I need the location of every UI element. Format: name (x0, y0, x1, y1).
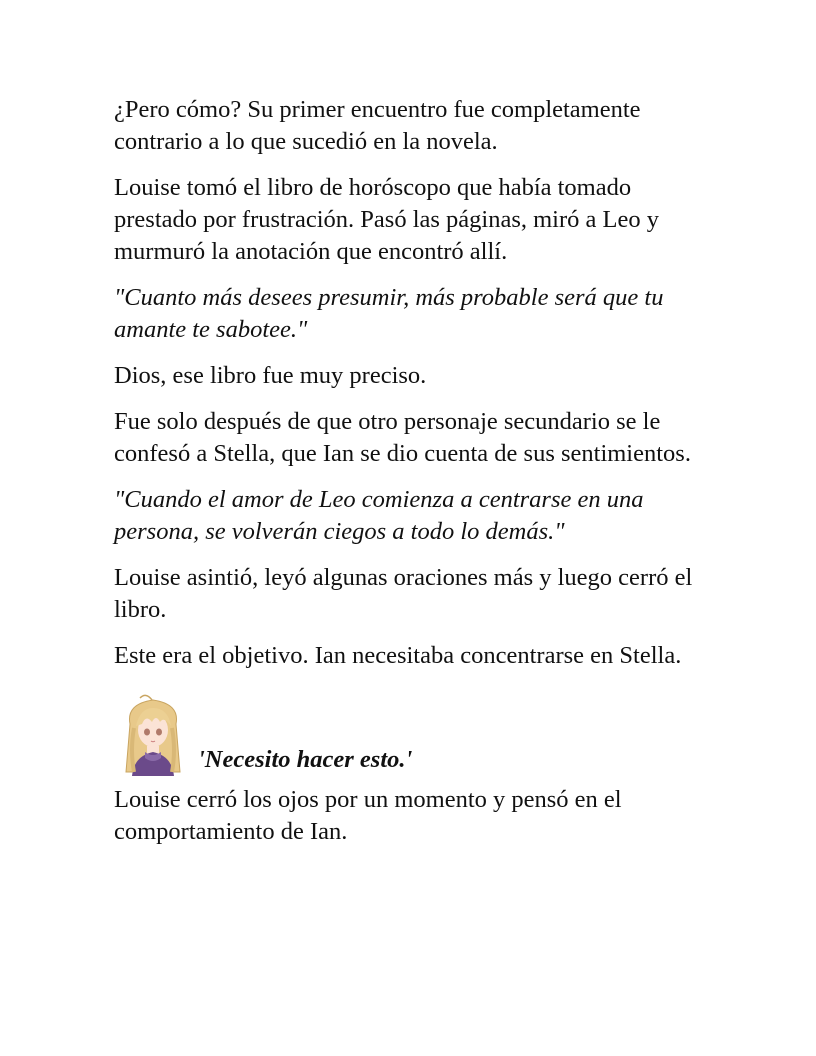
document-page (114, 94, 714, 862)
character-portrait-icon (116, 694, 190, 776)
paragraph-2: Louise tomó el libro de horóscopo que había tomado prestado por frustración. Pasó las páginas, miró a Leo y murmuró la anotación que encontró allí. (114, 174, 659, 265)
thought-line (114, 694, 714, 776)
horoscope-quote-2: "Cuando el amor de Leo comienza a centrarse en una persona, se volverán ciegos a todo lo demás." (114, 486, 644, 545)
horoscope-quote-1: "Cuanto más desees presumir, más probable será que tu amante te sabotee." (114, 284, 664, 343)
paragraph-4: Fue solo después de que otro personaje secundario se le confesó a Stella, que Ian se dio cuenta de sus sentimientos. (114, 408, 691, 467)
paragraph-6: Este era el objetivo. Ian necesitaba concentrarse en Stella. (114, 642, 682, 669)
inner-thought-text: 'Necesito hacer esto.' (198, 746, 413, 773)
closing-paragraph: Louise cerró los ojos por un momento y pensó en el comportamiento de Ian. (114, 786, 622, 845)
paragraph-1: ¿Pero cómo? Su primer encuentro fue completamente contrario a lo que sucedió en la novela. (114, 96, 641, 155)
paragraph-5: Louise asintió, leyó algunas oraciones más y luego cerró el libro. (114, 564, 693, 623)
paragraph-3: Dios, ese libro fue muy preciso. (114, 362, 427, 389)
